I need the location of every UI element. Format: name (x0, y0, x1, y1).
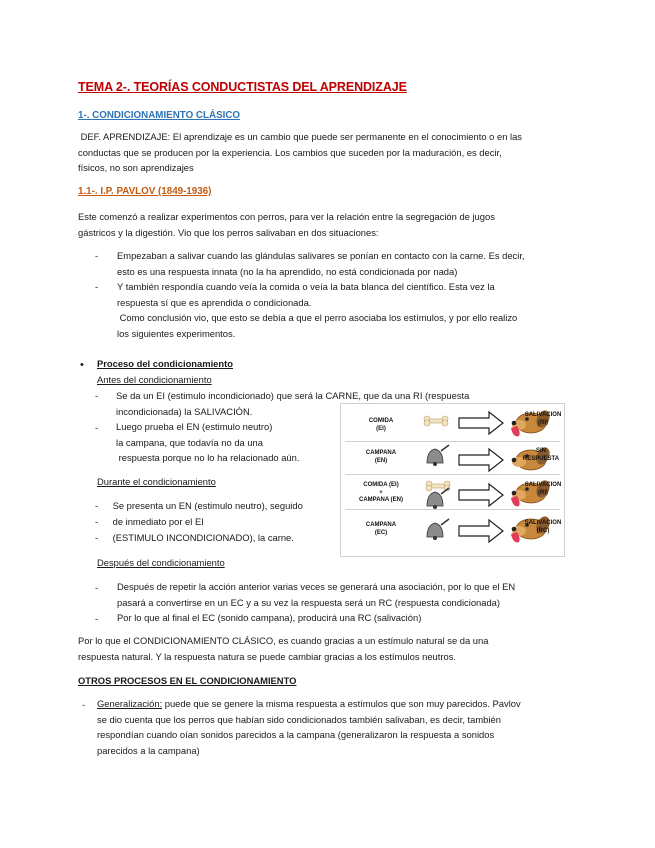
text-line: se dio cuenta que los perros que habían sido condicionados también salivaban, es decir, también (97, 713, 501, 725)
generalizacion-text: puede que se genere la misma respuesta a estímulos que son muy parecidos. Pavlov (162, 698, 521, 709)
row-divider (345, 441, 560, 442)
food-icon (424, 416, 448, 426)
text-line: Se presenta un EN (estimulo neutro), seguido (110, 500, 303, 511)
response-name: SALIVACION (524, 412, 562, 418)
list-item-bata-blanca (117, 279, 597, 341)
definition-paragraph (78, 129, 598, 176)
text-line: Como conclusión vio, que esto se debía a que el perro asociaba los estímulos, y por ello realizo (117, 312, 518, 323)
bell-icon (427, 445, 449, 466)
response-code: (RI) (538, 419, 548, 426)
list-item-saliva-carne (117, 248, 597, 279)
text-line: los siguientes experimentos. (117, 327, 236, 339)
row-divider (345, 509, 560, 510)
text-line: conductas que se producen por la experiencia. Los cambios que suceden por la maduración, es decir, (78, 146, 502, 158)
bell-icon (427, 519, 449, 540)
response-code: (RC) (536, 527, 550, 534)
stimulus-code: (EN) (374, 457, 388, 464)
text-line: parecidos a la campana) (97, 744, 200, 756)
response-code: (RI) (538, 489, 548, 496)
text-line: respuesta sí que es aprendida o condicionada. (117, 296, 312, 308)
proceso-heading: Proceso del condicionamiento (97, 358, 233, 369)
arrow-icon (459, 484, 503, 506)
row4-response-label (523, 520, 563, 535)
stimulus-code: (EC) (374, 529, 388, 536)
otros-procesos-heading: OTROS PROCESOS EN EL CONDICIONAMIENTO (78, 675, 297, 686)
arrow-icon (459, 449, 503, 471)
text-line: respuesta porque no lo ha relacionado aún. (116, 452, 300, 463)
text-line: DEF. APRENDIZAJE: El aprendizaje es un cambio que puede ser permanente en el conocimiento o en las (78, 131, 522, 142)
dash-marker: - (82, 699, 86, 710)
dash-marker: - (95, 422, 99, 433)
text-line: Luego prueba el EN (estimulo neutro) (116, 421, 273, 432)
text-line: esto es una respuesta innata (no la ha aprendido, no está condicionada por nada) (117, 265, 458, 277)
text-line (97, 696, 612, 712)
bullet-marker: • (80, 359, 84, 371)
pavlov-diagram (340, 403, 565, 557)
despues-heading: Después del condicionamiento (97, 557, 225, 568)
text-line: respondían cuando oían sonidos parecidos a la campana (generalizaron la respuesta a sonidos (97, 729, 495, 740)
generalizacion-paragraph (97, 696, 612, 758)
stimulus-name-2: CAMPANA (EN) (359, 497, 403, 503)
stimulus-name: CAMPANA (365, 522, 397, 528)
dash-marker: - (95, 516, 99, 527)
dash-marker: - (95, 250, 99, 261)
text-line: Después de repetir la acción anterior varias veces se generará una asociación, por lo que el EN (117, 581, 516, 592)
text-line: incondicionada) la SALIVACIÓN. (116, 405, 253, 417)
row-divider (345, 474, 560, 475)
stimulus-code: (EI) (376, 425, 386, 432)
dash-marker: - (95, 390, 99, 401)
intro-paragraph (78, 209, 598, 240)
text-line: Y también respondía cuando veía la comida o veía la bata blanca del científico. Esta vez la (117, 281, 495, 292)
row1-stimulus-label (361, 418, 401, 433)
text-line: Por lo que el CONDICIONAMIENTO CLÁSICO, es cuando gracias a un estímulo natural se da una (78, 635, 489, 646)
dash-marker: - (95, 281, 99, 292)
bell-icon (427, 488, 449, 509)
stimulus-name: CAMPANA (365, 450, 397, 456)
durante-list (110, 498, 335, 546)
response-name: SALIVACION (524, 520, 562, 526)
list-item-estimulo-neutro (116, 419, 336, 466)
section-heading-condicionamiento-clasico: 1-. CONDICIONAMIENTO CLÁSICO (78, 110, 241, 121)
row2-stimulus-label (361, 450, 401, 465)
list-item-ec-rc: Por lo que al final el EC (sonido campana), producirá una RC (salivación) (117, 612, 422, 623)
response-name: SALIVACION (524, 482, 562, 488)
row1-response-label (523, 412, 563, 427)
text-line: la campana, que todavía no da una (116, 436, 263, 448)
response-name: SIN RESPUESTA (522, 448, 560, 462)
text-line: Empezaban a salivar cuando las glándulas salivares se ponían en contacto con la carne. Es decir, (117, 250, 525, 261)
dash-marker: - (95, 582, 99, 593)
text-line: respuesta natural. Y la respuesta natura se puede cambiar gracias a los estímulos neutros. (78, 650, 456, 662)
antes-heading: Antes del condicionamiento (97, 374, 212, 385)
text-line: físicos, no son aprendizajes (78, 162, 194, 173)
text-line: Se da un EI (estimulo incondicionado) que será la CARNE, que da una RI (respuesta (116, 390, 470, 401)
dash-marker: - (95, 613, 99, 624)
stimulus-name: COMIDA (368, 418, 394, 424)
dash-marker: - (95, 532, 99, 543)
row3-response-label (523, 482, 563, 497)
list-item-asociacion (117, 579, 597, 610)
durante-heading: Durante el condicionamiento (97, 476, 216, 487)
arrow-icon (459, 520, 503, 542)
text-line: Este comenzó a realizar experimentos con perros, para ver la relación entre la segregación de jugos (78, 211, 495, 222)
plus-sign: + (379, 489, 383, 496)
generalizacion-term: Generalización: (97, 698, 163, 709)
row2-response-label (519, 448, 563, 463)
page-title: TEMA 2-. TEORÍAS CONDUCTISTAS DEL APRENDIZAJE (78, 80, 407, 94)
conclusion-paragraph (78, 633, 608, 664)
arrow-icon (459, 412, 503, 434)
text-line: de inmediato por el EI (110, 516, 204, 527)
text-line: gástricos y la digestión. Vio que los perros salivaban en dos situaciones: (78, 226, 379, 238)
row3-stimulus-label (351, 482, 411, 505)
dash-marker: - (95, 500, 99, 511)
text-line: (ESTIMULO INCONDICIONADO), la carne. (110, 532, 294, 543)
section-heading-pavlov: 1.1-. I.P. PAVLOV (1849-1936) (78, 186, 212, 197)
stimulus-name: COMIDA (EI) (363, 482, 399, 488)
row4-stimulus-label (361, 522, 401, 537)
text-line: pasará a convertirse en un EC y a su vez la respuesta será un RC (respuesta condicionada) (117, 596, 501, 608)
